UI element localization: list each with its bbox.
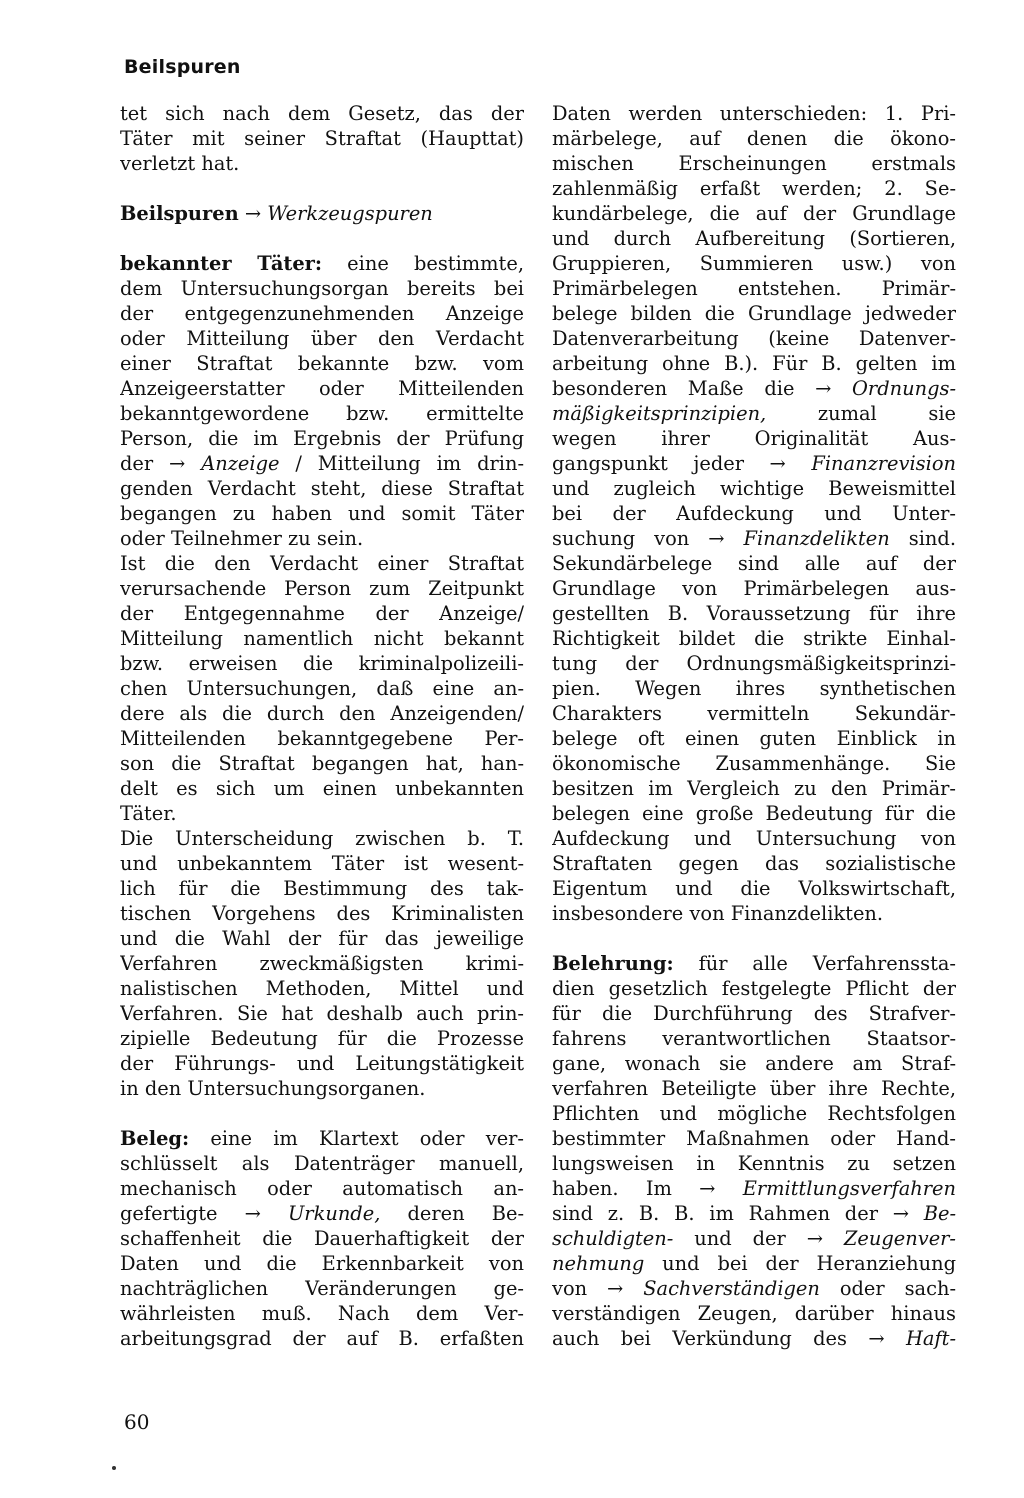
text-line: der Entgegennahme der Anzeige/ [120, 602, 524, 625]
text-line: Charakters vermitteln Sekundär- [552, 702, 956, 725]
text-segment: gefertigte → [120, 1202, 288, 1225]
text-segment: → [238, 202, 268, 225]
text-segment: / Mitteilung im drin- [279, 452, 524, 475]
text-line: arbeitung ohne B.). Für B. gelten im [552, 352, 956, 375]
text-line: in den Untersuchungsorganen. [120, 1077, 426, 1100]
text-line: bestimmter Maßnahmen oder Hand- [552, 1127, 956, 1150]
text-segment: zumal sie [766, 402, 956, 425]
text-line [120, 1126, 524, 1151]
text-line: pien. Wegen ihres synthetischen [552, 677, 956, 700]
paragraph-gap [120, 226, 524, 251]
text-line [552, 1251, 956, 1276]
cross-reference: Werkzeugspuren [267, 202, 433, 225]
cross-reference: mäßigkeitsprinzipien, [552, 402, 767, 425]
paragraph-gap [120, 1101, 524, 1126]
text-line: Gruppieren, Summieren usw.) von [552, 252, 956, 275]
text-line [552, 526, 956, 551]
text-line: Anzeigeerstatter oder Mitteilenden [120, 377, 524, 400]
text-line: Straftaten gegen das sozialistische [552, 852, 956, 875]
page-number: 60 [124, 1410, 150, 1434]
text-line: bzw. erweisen die kriminalpolizeili- [120, 652, 524, 675]
text-line: Verfahren. Sie hat deshalb auch prin- [120, 1002, 524, 1025]
text-segment: eine im Klartext oder ver- [189, 1127, 524, 1150]
text-line: schaffenheit die Dauerhaftigkeit der [120, 1227, 524, 1250]
text-line: der Führungs- und Leitungstätigkeit [120, 1052, 524, 1075]
text-line [120, 1201, 524, 1226]
text-segment: haben. Im → [552, 1177, 743, 1200]
text-line: dere als die durch den Anzeigenden/ [120, 702, 524, 725]
text-line: bekanntgewordene bzw. ermittelte [120, 402, 524, 425]
text-line: währleisten muß. Nach dem Ver- [120, 1302, 524, 1325]
text-line [552, 401, 956, 426]
text-line: Primärbelegen entstehen. Primär- [552, 277, 956, 300]
entry-term: Beilspuren [120, 202, 239, 225]
text-line: son die Straftat begangen hat, han- [120, 752, 524, 775]
text-segment: und der → [673, 1227, 844, 1250]
text-line: fahrens verantwortlichen Staatsor- [552, 1027, 956, 1050]
text-line: Grundlage von Primärbelegen aus- [552, 577, 956, 600]
text-line: begangen zu haben und somit Täter [120, 502, 524, 525]
text-line: Richtigkeit bildet die strikte Einhal- [552, 627, 956, 650]
text-line: tischen Vorgehens des Kriminalisten [120, 902, 524, 925]
text-line: einer Straftat bekannte bzw. vom [120, 352, 524, 375]
text-line [120, 201, 524, 226]
text-line: delt es sich um einen unbekannten [120, 777, 524, 800]
text-line: märbelege, auf denen die ökono- [552, 127, 956, 150]
paragraph-gap [120, 176, 524, 201]
text-segment: sind. [889, 527, 956, 550]
cross-reference: nehmung [552, 1252, 645, 1275]
cross-reference: Anzeige [201, 452, 280, 475]
text-line [552, 1226, 956, 1251]
text-line: verursachende Person zum Zeitpunkt [120, 577, 524, 600]
text-line: Eigentum und die Volkswirtschaft, [552, 877, 956, 900]
text-segment: von → [552, 1277, 644, 1300]
text-line: Täter. [120, 802, 177, 825]
text-line: Die Unterscheidung zwischen b. T. [120, 827, 524, 850]
text-line: chen Untersuchungen, daß eine an- [120, 677, 524, 700]
text-line: Mitteilenden bekanntgegebene Per- [120, 727, 524, 750]
left-column [120, 101, 524, 1351]
text-line: tung der Ordnungsmäßigkeitsprinzi- [552, 652, 956, 675]
text-line: bei der Aufdeckung und Unter- [552, 502, 956, 525]
text-line: Sekundärbelege sind alle auf der [552, 552, 956, 575]
text-line: gestellten B. Voraussetzung für ihre [552, 602, 956, 625]
cross-reference: Finanzrevision [811, 452, 956, 475]
text-line [552, 451, 956, 476]
text-segment: sind z. B. B. im Rahmen der → [552, 1202, 924, 1225]
text-line: oder Mitteilung über den Verdacht [120, 327, 524, 350]
cross-reference: Urkunde, [287, 1202, 381, 1225]
text-line [120, 251, 524, 276]
cross-reference: Be- [923, 1202, 956, 1225]
text-line: gane, wonach sie andere am Straf- [552, 1052, 956, 1075]
text-line: lungsweisen in Kenntnis zu setzen [552, 1152, 956, 1175]
right-column [552, 101, 956, 1351]
text-line: verletzt hat. [120, 152, 240, 175]
entry-term: Beleg: [120, 1127, 190, 1150]
text-line: tet sich nach dem Gesetz, das der [120, 102, 524, 125]
cross-reference: schuldigten- [552, 1227, 674, 1250]
text-segment: besonderen Maße die → [552, 377, 853, 400]
stray-mark [112, 1466, 116, 1470]
text-line: insbesondere von Finanzdelikten. [552, 902, 884, 925]
text-line: arbeitungsgrad der auf B. erfaßten [120, 1327, 524, 1350]
text-line: Ist die den Verdacht einer Straftat [120, 552, 524, 575]
text-segment: gangspunkt jeder → [552, 452, 812, 475]
text-line: und die Wahl der für das jeweilige [120, 927, 524, 950]
text-line: zipielle Bedeutung für die Prozesse [120, 1027, 524, 1050]
text-line: Täter mit seiner Straftat (Haupttat) [120, 127, 524, 150]
entry-term: Belehrung: [552, 952, 674, 975]
text-line: zahlenmäßig erfaßt werden; 2. Se- [552, 177, 956, 200]
text-line: Pflichten und mögliche Rechtsfolgen [552, 1102, 956, 1125]
cross-reference: Haft- [906, 1327, 956, 1350]
paragraph-gap [552, 926, 956, 951]
text-line: genden Verdacht steht, diese Straftat [120, 477, 524, 500]
text-segment: suchung von → [552, 527, 744, 550]
text-line: Daten werden unterschieden: 1. Pri- [552, 102, 956, 125]
text-line: und durch Aufbereitung (Sortieren, [552, 227, 956, 250]
text-line: Daten und die Erkennbarkeit von [120, 1252, 524, 1275]
text-line: und unbekanntem Täter ist wesent- [120, 852, 524, 875]
text-segment: auch bei Verkündung des → [552, 1327, 906, 1350]
entry-term: bekannter Täter: [120, 252, 323, 275]
text-line: Datenverarbeitung (keine Datenver- [552, 327, 956, 350]
text-line: für die Durchführung des Strafver- [552, 1002, 956, 1025]
text-line: belege oft einen guten Einblick in [552, 727, 956, 750]
text-line: mischen Erscheinungen erstmals [552, 152, 956, 175]
text-line: ökonomische Zusammenhänge. Sie [552, 752, 956, 775]
text-line [552, 1276, 956, 1301]
text-line: Person, die im Ergebnis der Prüfung [120, 427, 524, 450]
cross-reference: Ermittlungsverfahren [742, 1177, 956, 1200]
text-line [552, 376, 956, 401]
cross-reference: Ordnungs- [852, 377, 956, 400]
text-segment: für alle Verfahrenssta- [673, 952, 956, 975]
text-line [120, 451, 524, 476]
text-segment: deren Be- [380, 1202, 524, 1225]
text-segment: oder sach- [819, 1277, 956, 1300]
text-line: dien gesetzlich festgelegte Pflicht der [552, 977, 956, 1000]
text-line [552, 951, 956, 976]
text-line: oder Teilnehmer zu sein. [120, 527, 364, 550]
text-line: Verfahren zweckmäßigsten krimi- [120, 952, 524, 975]
text-segment: und bei der Heranziehung [644, 1252, 956, 1275]
text-line: wegen ihrer Originalität Aus- [552, 427, 956, 450]
text-line: nalistischen Methoden, Mittel und [120, 977, 524, 1000]
text-line: und zugleich wichtige Beweismittel [552, 477, 956, 500]
text-line: belege bilden die Grundlage jedweder [552, 302, 956, 325]
running-header: Beilspuren [124, 56, 241, 78]
cross-reference: Sachverständigen [643, 1277, 820, 1300]
text-line: schlüsselt als Datenträger manuell, [120, 1152, 524, 1175]
text-line: Mitteilung namentlich nicht bekannt [120, 627, 524, 650]
text-line [552, 1201, 956, 1226]
cross-reference: Zeugenver- [843, 1227, 956, 1250]
text-line: verständigen Zeugen, darüber hinaus [552, 1302, 956, 1325]
text-line [552, 1176, 956, 1201]
text-line: belegen eine große Bedeutung für die [552, 802, 956, 825]
text-line: besitzen im Vergleich zu den Primär- [552, 777, 956, 800]
text-segment: der → [120, 452, 202, 475]
text-segment: eine bestimmte, [322, 252, 524, 275]
text-line [552, 1326, 956, 1351]
cross-reference: Finanzdelikten [743, 527, 890, 550]
text-line: Aufdeckung und Untersuchung von [552, 827, 956, 850]
text-line: kundärbelege, die auf der Grundlage [552, 202, 956, 225]
text-line: dem Untersuchungsorgan bereits bei [120, 277, 524, 300]
text-line: lich für die Bestimmung des tak- [120, 877, 524, 900]
text-line: nachträglichen Veränderungen ge- [120, 1277, 524, 1300]
text-line: verfahren Beteiligte über ihre Rechte, [552, 1077, 956, 1100]
text-line: der entgegenzunehmenden Anzeige [120, 302, 524, 325]
text-line: mechanisch oder automatisch an- [120, 1177, 524, 1200]
